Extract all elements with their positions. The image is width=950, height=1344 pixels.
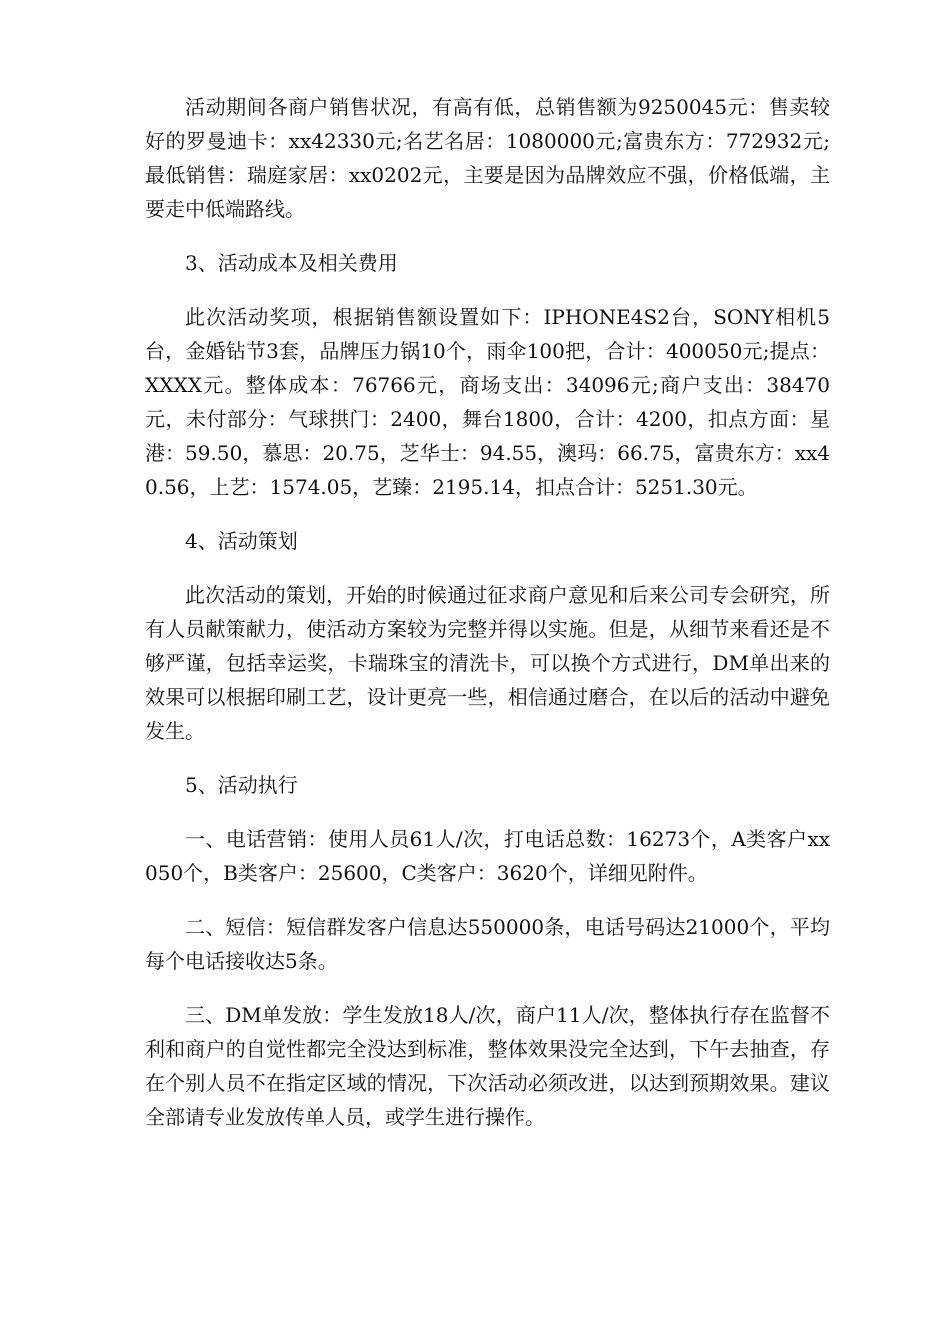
paragraph-planning-details: 此次活动的策划，开始的时候通过征求商户意见和后来公司专会研究，所有人员献策献力，使活动方案较为完整并得以实施。但是，从细节来看还是不够严谨，包括幸运奖，卡瑞珠宝的清洗卡，可以换个方式进行，DM单出来的效果可以根据印刷工艺，设计更亮一些，相信通过磨合，在以后的活动中避免发生。 (145, 583, 830, 743)
document-body (145, 90, 830, 1154)
paragraph-dm-distribution: 三、DM单发放：学生发放18人/次，商户11人/次，整体执行存在监督不利和商户的自觉性都完全没达到标准，整体效果没完全达到，下午去抽查，存在个别人员不在指定区域的情况，下次活动必须改进，以达到预期效果。建议全部请专业发放传单人员，或学生进行操作。 (145, 1003, 830, 1129)
heading-activity-planning: 4、活动策划 (185, 529, 298, 553)
paragraph-cost-details: 此次活动奖项，根据销售额设置如下：IPHONE4S2台，SONY相机5台，金婚钻节3套，品牌压力锅10个，雨伞100把，合计：400050元;提点：XXXX元。整体成本：76766元，商场支出：34096元;商户支出：38470元，未付部分：气球拱门：2400，舞台1800，合计：4200，扣点方面：星港：59.50，慕思：20.75，芝华士：94.55，澳玛：66.75，富贵东方：xx40.56，上艺：1574.05，艺臻：2195.14，扣点合计：5251.30元。 (145, 305, 830, 499)
paragraph-phone-marketing: 一、电话营销：使用人员61人/次，打电话总数：16273个，A类客户xx050个，B类客户：25600，C类客户：3620个，详细见附件。 (145, 827, 830, 885)
paragraph-sales-summary: 活动期间各商户销售状况，有高有低，总销售额为9250045元：售卖较好的罗曼迪卡：xx42330元;名艺名居：1080000元;富贵东方：772932元;最低销售：瑞庭家居：xx0202元，主要是因为品牌效应不强，价格低端，主要走中低端路线。 (145, 95, 830, 221)
paragraph-sms: 二、短信：短信群发客户信息达550000条，电话号码达21000个，平均每个电话接收达5条。 (145, 915, 830, 973)
heading-activity-cost: 3、活动成本及相关费用 (185, 251, 398, 275)
heading-activity-execution: 5、活动执行 (185, 773, 298, 797)
